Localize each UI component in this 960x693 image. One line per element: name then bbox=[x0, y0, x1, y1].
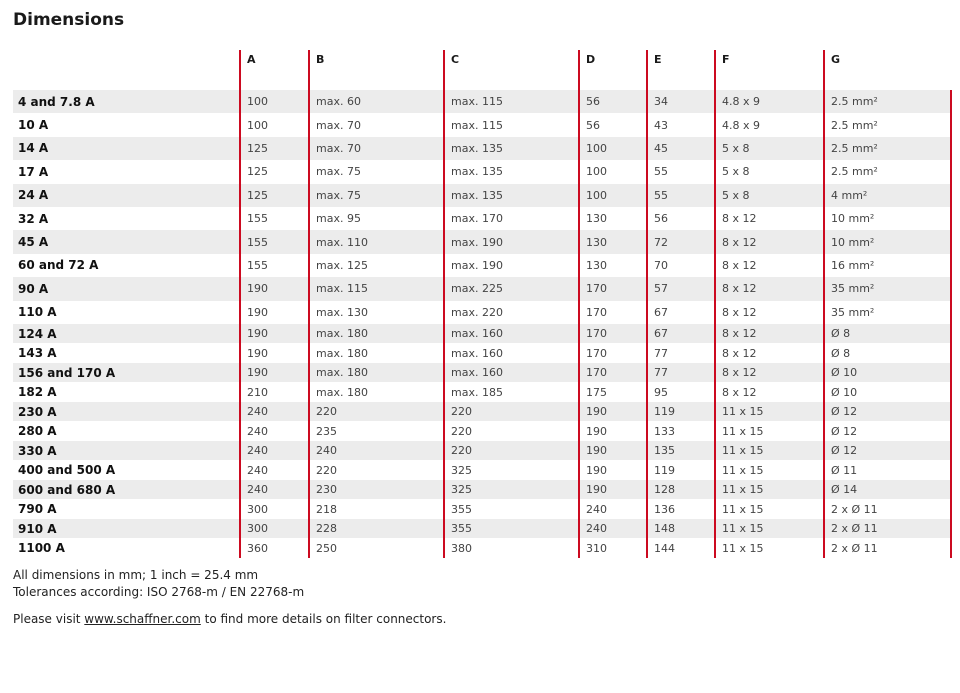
row-label: 143 A bbox=[18, 346, 57, 361]
row-label: 24 A bbox=[13, 184, 240, 207]
cell-b: max. 70 bbox=[309, 113, 444, 136]
row-label: 790 A bbox=[18, 502, 57, 517]
cell-d: 130 bbox=[579, 254, 647, 277]
cell-f: 8 x 12 bbox=[715, 301, 824, 324]
column-header-e: E bbox=[647, 50, 715, 90]
cell-e: 34 bbox=[647, 90, 715, 113]
row-label: 90 A bbox=[13, 277, 240, 300]
column-header-g: G bbox=[824, 50, 951, 90]
table-row bbox=[13, 402, 951, 422]
row-label: 1100 A bbox=[18, 541, 65, 556]
cell-c: max. 185 bbox=[444, 382, 579, 402]
table-row bbox=[13, 480, 951, 500]
cell-c: max. 190 bbox=[444, 254, 579, 277]
column-header-c: C bbox=[444, 50, 579, 90]
cell-c: 325 bbox=[444, 460, 579, 480]
cell-d: 240 bbox=[579, 519, 647, 539]
cell-d: 190 bbox=[579, 402, 647, 422]
cell-e: 43 bbox=[647, 113, 715, 136]
cell-f: 8 x 12 bbox=[715, 230, 824, 253]
cell-d: 190 bbox=[579, 441, 647, 461]
table-row bbox=[13, 382, 951, 402]
column-header-a: A bbox=[240, 50, 309, 90]
cell-a: 240 bbox=[240, 480, 309, 500]
row-label: 400 and 500 A bbox=[18, 463, 116, 478]
cell-e: 95 bbox=[647, 382, 715, 402]
cell-c: 220 bbox=[444, 441, 579, 461]
row-label: 60 and 72 A bbox=[18, 258, 99, 273]
note-units: All dimensions in mm; 1 inch = 25.4 mm bbox=[13, 568, 259, 582]
row-label: 600 and 680 A bbox=[13, 480, 240, 500]
cell-f: 11 x 15 bbox=[715, 480, 824, 500]
schaffner-link[interactable]: www.schaffner.com bbox=[84, 612, 201, 626]
cell-f: 5 x 8 bbox=[715, 160, 824, 183]
cell-e: 56 bbox=[647, 207, 715, 230]
cell-c: max. 160 bbox=[444, 363, 579, 383]
cell-f: 4.8 x 9 bbox=[715, 90, 824, 113]
cell-b: max. 180 bbox=[309, 363, 444, 383]
cell-d: 310 bbox=[579, 538, 647, 558]
table-row bbox=[13, 113, 951, 136]
cell-e: 57 bbox=[647, 277, 715, 300]
table-row bbox=[13, 230, 951, 253]
notes bbox=[13, 567, 304, 601]
cell-g: 16 mm² bbox=[824, 254, 951, 277]
table-body bbox=[13, 90, 951, 558]
cell-e: 77 bbox=[647, 343, 715, 363]
cell-f: 4.8 x 9 bbox=[715, 113, 824, 136]
cell-c: max. 115 bbox=[444, 113, 579, 136]
cell-g: 2.5 mm² bbox=[824, 137, 951, 160]
cell-g: Ø 14 bbox=[824, 480, 951, 500]
cell-e: 55 bbox=[647, 184, 715, 207]
cell-c: 380 bbox=[444, 538, 579, 558]
cell-b: max. 70 bbox=[309, 137, 444, 160]
cell-a: 360 bbox=[240, 538, 309, 558]
cell-g: 2.5 mm² bbox=[824, 160, 951, 183]
cell-d: 170 bbox=[579, 324, 647, 344]
row-label: 124 A bbox=[13, 324, 240, 344]
cell-e: 148 bbox=[647, 519, 715, 539]
cell-e: 119 bbox=[647, 402, 715, 422]
cell-f: 5 x 8 bbox=[715, 137, 824, 160]
cell-c: 220 bbox=[444, 421, 579, 441]
cell-b: max. 130 bbox=[309, 301, 444, 324]
cell-b: max. 115 bbox=[309, 277, 444, 300]
cell-g: Ø 12 bbox=[824, 402, 951, 422]
cell-d: 190 bbox=[579, 460, 647, 480]
header-row bbox=[13, 50, 951, 90]
row-label: 32 A bbox=[18, 211, 49, 226]
visit-text bbox=[13, 612, 446, 626]
row-label: 910 A bbox=[13, 519, 240, 539]
cell-e: 70 bbox=[647, 254, 715, 277]
cell-f: 11 x 15 bbox=[715, 519, 824, 539]
cell-d: 170 bbox=[579, 301, 647, 324]
row-label: 156 and 170 A bbox=[13, 363, 240, 383]
table-row bbox=[13, 460, 951, 480]
table-row bbox=[13, 421, 951, 441]
cell-a: 190 bbox=[240, 363, 309, 383]
table-row bbox=[13, 254, 951, 277]
cell-b: max. 180 bbox=[309, 382, 444, 402]
cell-g: 35 mm² bbox=[824, 301, 951, 324]
cell-d: 175 bbox=[579, 382, 647, 402]
cell-e: 55 bbox=[647, 160, 715, 183]
cell-c: 325 bbox=[444, 480, 579, 500]
column-header-f: F bbox=[715, 50, 824, 90]
cell-a: 240 bbox=[240, 460, 309, 480]
table-row bbox=[13, 519, 951, 539]
cell-f: 8 x 12 bbox=[715, 343, 824, 363]
cell-c: max. 220 bbox=[444, 301, 579, 324]
cell-e: 67 bbox=[647, 301, 715, 324]
cell-a: 100 bbox=[240, 90, 309, 113]
cell-a: 125 bbox=[240, 137, 309, 160]
visit-suffix: to find more details on filter connectors. bbox=[200, 612, 447, 626]
row-label: 4 and 7.8 A bbox=[13, 90, 240, 113]
cell-e: 67 bbox=[647, 324, 715, 344]
cell-b: 230 bbox=[309, 480, 444, 500]
cell-b: max. 60 bbox=[309, 90, 444, 113]
column-header-b: B bbox=[309, 50, 444, 90]
cell-b: 250 bbox=[309, 538, 444, 558]
cell-b: 235 bbox=[309, 421, 444, 441]
cell-c: max. 135 bbox=[444, 137, 579, 160]
cell-f: 8 x 12 bbox=[715, 363, 824, 383]
page-title: Dimensions bbox=[13, 10, 125, 30]
cell-e: 45 bbox=[647, 137, 715, 160]
cell-c: max. 160 bbox=[444, 343, 579, 363]
table-row bbox=[13, 538, 951, 558]
cell-b: 218 bbox=[309, 499, 444, 519]
cell-a: 300 bbox=[240, 499, 309, 519]
label-column-header bbox=[13, 50, 240, 90]
cell-d: 190 bbox=[579, 421, 647, 441]
cell-d: 240 bbox=[579, 499, 647, 519]
cell-b: max. 95 bbox=[309, 207, 444, 230]
cell-e: 136 bbox=[647, 499, 715, 519]
cell-d: 100 bbox=[579, 137, 647, 160]
cell-a: 155 bbox=[240, 254, 309, 277]
cell-f: 8 x 12 bbox=[715, 207, 824, 230]
cell-a: 240 bbox=[240, 402, 309, 422]
cell-c: max. 160 bbox=[444, 324, 579, 344]
cell-e: 133 bbox=[647, 421, 715, 441]
cell-f: 11 x 15 bbox=[715, 421, 824, 441]
cell-b: max. 125 bbox=[309, 254, 444, 277]
cell-f: 5 x 8 bbox=[715, 184, 824, 207]
cell-f: 11 x 15 bbox=[715, 460, 824, 480]
cell-d: 100 bbox=[579, 160, 647, 183]
cell-e: 72 bbox=[647, 230, 715, 253]
cell-a: 190 bbox=[240, 301, 309, 324]
row-label: 14 A bbox=[13, 137, 240, 160]
cell-b: 220 bbox=[309, 460, 444, 480]
cell-c: max. 225 bbox=[444, 277, 579, 300]
cell-c: max. 170 bbox=[444, 207, 579, 230]
column-header-d: D bbox=[579, 50, 647, 90]
cell-g: Ø 12 bbox=[824, 421, 951, 441]
cell-a: 190 bbox=[240, 324, 309, 344]
table-row bbox=[13, 324, 951, 344]
cell-f: 11 x 15 bbox=[715, 538, 824, 558]
cell-b: max. 75 bbox=[309, 160, 444, 183]
cell-f: 11 x 15 bbox=[715, 499, 824, 519]
table-row bbox=[13, 160, 951, 183]
cell-g: 2.5 mm² bbox=[824, 90, 951, 113]
cell-c: max. 135 bbox=[444, 160, 579, 183]
cell-a: 125 bbox=[240, 160, 309, 183]
table-row bbox=[13, 90, 951, 113]
cell-f: 8 x 12 bbox=[715, 382, 824, 402]
cell-f: 8 x 12 bbox=[715, 254, 824, 277]
cell-d: 130 bbox=[579, 230, 647, 253]
dimensions-table bbox=[13, 50, 952, 558]
cell-g: 2.5 mm² bbox=[824, 113, 951, 136]
row-label: 280 A bbox=[18, 424, 57, 439]
cell-g: Ø 8 bbox=[824, 343, 951, 363]
cell-a: 240 bbox=[240, 441, 309, 461]
cell-f: 11 x 15 bbox=[715, 441, 824, 461]
cell-b: 220 bbox=[309, 402, 444, 422]
cell-d: 56 bbox=[579, 113, 647, 136]
cell-g: 4 mm² bbox=[824, 184, 951, 207]
cell-g: Ø 8 bbox=[824, 324, 951, 344]
cell-e: 135 bbox=[647, 441, 715, 461]
cell-b: 240 bbox=[309, 441, 444, 461]
row-label: 17 A bbox=[18, 164, 49, 179]
cell-b: max. 180 bbox=[309, 324, 444, 344]
cell-e: 77 bbox=[647, 363, 715, 383]
cell-d: 170 bbox=[579, 277, 647, 300]
table-row bbox=[13, 184, 951, 207]
cell-d: 130 bbox=[579, 207, 647, 230]
table-row bbox=[13, 301, 951, 324]
cell-d: 170 bbox=[579, 363, 647, 383]
cell-b: max. 110 bbox=[309, 230, 444, 253]
table-row bbox=[13, 207, 951, 230]
cell-d: 190 bbox=[579, 480, 647, 500]
cell-g: 2 x Ø 11 bbox=[824, 499, 951, 519]
cell-a: 190 bbox=[240, 343, 309, 363]
cell-f: 8 x 12 bbox=[715, 324, 824, 344]
cell-a: 125 bbox=[240, 184, 309, 207]
cell-c: max. 115 bbox=[444, 90, 579, 113]
cell-d: 170 bbox=[579, 343, 647, 363]
cell-c: 355 bbox=[444, 499, 579, 519]
row-label: 110 A bbox=[18, 305, 57, 320]
cell-b: max. 180 bbox=[309, 343, 444, 363]
cell-g: Ø 10 bbox=[824, 363, 951, 383]
cell-d: 56 bbox=[579, 90, 647, 113]
cell-g: 10 mm² bbox=[824, 230, 951, 253]
cell-a: 190 bbox=[240, 277, 309, 300]
cell-e: 128 bbox=[647, 480, 715, 500]
cell-b: 228 bbox=[309, 519, 444, 539]
cell-a: 155 bbox=[240, 230, 309, 253]
cell-e: 119 bbox=[647, 460, 715, 480]
cell-g: 10 mm² bbox=[824, 207, 951, 230]
row-label: 182 A bbox=[18, 385, 57, 400]
cell-a: 155 bbox=[240, 207, 309, 230]
cell-c: max. 190 bbox=[444, 230, 579, 253]
row-label: 10 A bbox=[18, 118, 49, 133]
table-row bbox=[13, 441, 951, 461]
visit-prefix: Please visit bbox=[13, 612, 85, 626]
table-row bbox=[13, 499, 951, 519]
cell-g: 2 x Ø 11 bbox=[824, 519, 951, 539]
cell-g: 35 mm² bbox=[824, 277, 951, 300]
table-row bbox=[13, 363, 951, 383]
cell-a: 210 bbox=[240, 382, 309, 402]
row-label: 45 A bbox=[13, 230, 240, 253]
note-tolerances: Tolerances according: ISO 2768-m / EN 22768-m bbox=[13, 585, 305, 599]
cell-a: 100 bbox=[240, 113, 309, 136]
table-row bbox=[13, 277, 951, 300]
cell-d: 100 bbox=[579, 184, 647, 207]
table-row bbox=[13, 137, 951, 160]
cell-c: 220 bbox=[444, 402, 579, 422]
cell-b: max. 75 bbox=[309, 184, 444, 207]
cell-c: max. 135 bbox=[444, 184, 579, 207]
cell-f: 8 x 12 bbox=[715, 277, 824, 300]
cell-e: 144 bbox=[647, 538, 715, 558]
cell-a: 240 bbox=[240, 421, 309, 441]
cell-g: Ø 11 bbox=[824, 460, 951, 480]
cell-f: 11 x 15 bbox=[715, 402, 824, 422]
row-label: 330 A bbox=[13, 441, 240, 461]
row-label: 230 A bbox=[13, 402, 240, 422]
cell-g: Ø 10 bbox=[824, 382, 951, 402]
cell-g: 2 x Ø 11 bbox=[824, 538, 951, 558]
cell-c: 355 bbox=[444, 519, 579, 539]
table-row bbox=[13, 343, 951, 363]
cell-a: 300 bbox=[240, 519, 309, 539]
cell-g: Ø 12 bbox=[824, 441, 951, 461]
